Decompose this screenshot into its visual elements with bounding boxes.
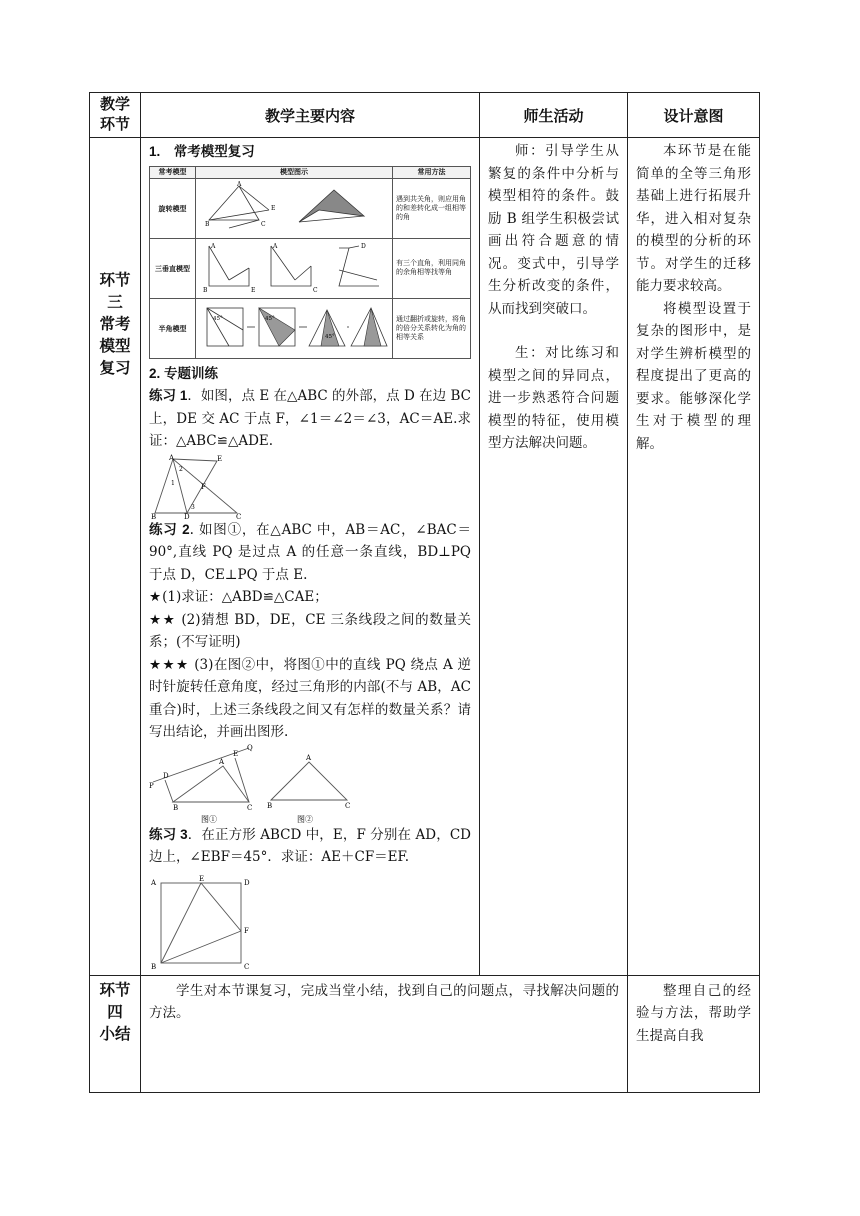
- model-figure-half-angle: [196, 298, 393, 358]
- training-heading: 2. 专题训练: [149, 365, 219, 381]
- design-paragraph-1: 本环节是在能简单的全等三角形基础上进行拓展升华，进入相对复杂的模型的分析的环节。对学生的迁移能力要求较高。: [636, 143, 751, 294]
- svg-text:E: E: [251, 286, 256, 294]
- svg-text:A: A: [211, 242, 216, 250]
- section3-row: [90, 138, 760, 976]
- models-head-name: 常考模型: [150, 166, 196, 178]
- exercise-1: 练习 1．如图，点 E 在△ABC 的外部，点 D 在边 BC 上，DE 交 AC 于点 F，∠1＝∠2＝∠3，AC＝AE.求证：△ABC≌△ADE.: [149, 388, 471, 449]
- svg-text:B: B: [203, 286, 208, 294]
- svg-text:45°: 45°: [325, 333, 335, 340]
- svg-text:D: D: [244, 878, 250, 887]
- exercise-3-figure: [149, 875, 259, 971]
- svg-text:B: B: [267, 801, 273, 810]
- svg-text:C: C: [313, 286, 318, 294]
- svg-text:A: A: [237, 180, 242, 188]
- section3-activity: [480, 138, 628, 976]
- section4-row: [90, 975, 760, 1092]
- model-method-rotation: 遇到共关角，则应用角的和差转化成一组相等的角: [393, 178, 471, 238]
- svg-text:A: A: [151, 878, 157, 887]
- svg-text:P: P: [149, 781, 154, 790]
- section4-content: 学生对本节课复习，完成当堂小结，找到自己的问题点，寻找解决问题的方法。: [141, 975, 628, 1092]
- model-name-triple-perp: 三垂直模型: [150, 238, 196, 298]
- model-method-triple-perp: 有三个直角，利用同角的余角相等找等角: [393, 238, 471, 298]
- model-name-rotation: 旋转模型: [150, 178, 196, 238]
- svg-text:A: A: [273, 242, 278, 250]
- model-name-half-angle: 半角模型: [150, 298, 196, 358]
- section3-content: [141, 138, 480, 976]
- exercise-1-figure: [149, 453, 249, 519]
- svg-text:C: C: [236, 512, 242, 519]
- model-method-half-angle: 通过翻折或旋转，将角的倍分关系转化为角的相等关系: [393, 298, 471, 358]
- svg-text:A: A: [169, 453, 175, 462]
- section4-design: 整理自己的经验与方法，帮助学生提高自我: [628, 975, 760, 1092]
- svg-text:C: C: [247, 803, 253, 812]
- svg-text:B: B: [173, 803, 179, 812]
- svg-text:C: C: [261, 220, 266, 228]
- section3-design: [628, 138, 760, 976]
- review-heading: 1. 常考模型复习: [149, 144, 255, 159]
- header-content: 教学主要内容: [141, 93, 480, 138]
- model-figure-triple-perp: [196, 238, 393, 298]
- header-stage: 教学环节: [90, 93, 141, 138]
- svg-text:B: B: [151, 512, 157, 519]
- exercise-2-q3: ★★★ (3)在图②中，将图①中的直线 PQ 绕点 A 逆时针旋转任意角度，经过三角形的内部(不与 AB，AC 重合)时，上述三条线段之间又有怎样的数量关系？请写出结论，并画出图形.: [149, 656, 471, 740]
- svg-text:45°: 45°: [213, 315, 223, 322]
- svg-text:A: A: [219, 757, 225, 766]
- teacher-activity: 师：引导学生从繁复的条件中分析与模型相符的条件。鼓励 B 组学生积极尝试画出符合题意的情况。变式中，引导学生分析改变的条件，从而找到突破口。: [488, 143, 619, 317]
- models-head-figure: 模型图示: [196, 166, 393, 178]
- design-paragraph-2: 将模型设置于复杂的图形中，是对学生辨析模型的程度提出了更高的要求。能够深化学生对于模型的理解。: [636, 300, 751, 452]
- half-angle-diagram: [199, 300, 389, 354]
- header-activity: 师生活动: [480, 93, 628, 138]
- svg-text:D: D: [361, 242, 366, 250]
- svg-text:45°: 45°: [265, 315, 275, 322]
- svg-text:C: C: [345, 801, 351, 810]
- svg-text:D: D: [184, 512, 190, 519]
- figure-2-caption: 图②: [297, 814, 313, 824]
- student-activity: 生：对比练习和模型之间的异同点，进一步熟悉符合问题模型的特征，使用模型方法解决问题。: [488, 345, 619, 451]
- svg-text:F: F: [244, 926, 249, 935]
- svg-text:F: F: [201, 482, 206, 491]
- exercise-3: 练习 3．在正方形 ABCD 中，E，F 分别在 AD，CD 边上，∠EBF＝45°．求证：AE＋CF＝EF.: [149, 826, 471, 865]
- svg-text:E: E: [233, 749, 239, 758]
- lesson-plan-table: [89, 92, 760, 1093]
- figure-1-caption: 图①: [201, 814, 217, 824]
- svg-text:1: 1: [171, 479, 175, 487]
- rotation-model-diagram: [199, 180, 389, 234]
- section3-label: 环节 三 常考 模型 复习: [90, 138, 141, 976]
- svg-text:D: D: [163, 771, 169, 780]
- svg-text:Q: Q: [247, 743, 253, 752]
- svg-text:2: 2: [179, 465, 183, 473]
- models-head-method: 常用方法: [393, 166, 471, 178]
- section4-label: 环节 四 小结: [90, 975, 141, 1092]
- svg-text:B: B: [205, 220, 210, 228]
- model-figure-rotation: [196, 178, 393, 238]
- triple-perpendicular-diagram: [199, 240, 389, 294]
- svg-text:C: C: [244, 962, 250, 971]
- svg-text:E: E: [217, 454, 223, 463]
- svg-text:3: 3: [191, 503, 195, 511]
- models-table: [149, 166, 471, 359]
- header-row: [90, 93, 760, 138]
- svg-text:E: E: [199, 874, 205, 883]
- exercise-2-figures: [149, 744, 369, 824]
- exercise-2: 练习 2. 如图①，在△ABC 中，AB＝AC，∠BAC＝90°,直线 PQ 是过点 A 的任意一条直线，BD⊥PQ 于点 D，CE⊥PQ 于点 E.: [149, 521, 471, 583]
- svg-text:B: B: [151, 962, 157, 971]
- svg-text:A: A: [306, 753, 312, 762]
- header-intent: 设计意图: [628, 93, 760, 138]
- svg-text:E: E: [271, 204, 276, 212]
- exercise-2-q1: ★(1)求证：△ABD≌△CAE；: [149, 589, 328, 605]
- exercise-2-q2: ★★ (2)猜想 BD，DE，CE 三条线段之间的数量关系；(不写证明): [149, 611, 471, 650]
